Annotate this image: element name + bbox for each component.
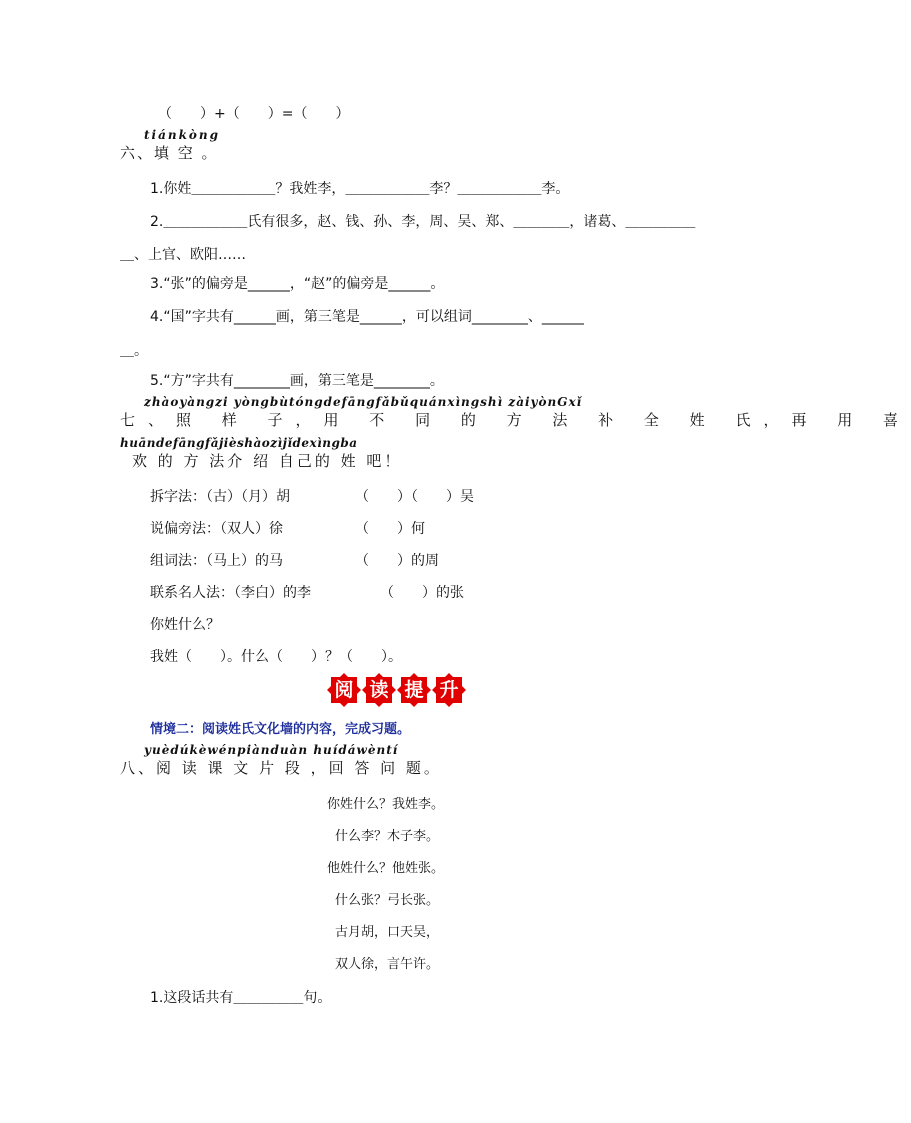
method-row-left: 组词法：（马上）的马: [150, 553, 283, 569]
section8-pinyin: yuèdúkèwénpiànduàn huídáwèntí: [144, 743, 399, 757]
section6-q2b: ＿、上官、欧阳……: [120, 247, 246, 263]
equation-line: （ ）+（ ）=（ ）: [158, 106, 350, 122]
section7-pinyin-2: huāndefāngfǎjièshàozìjǐdexìngba: [120, 436, 358, 450]
banner-char: 提: [404, 679, 424, 701]
section7-title-1: 七、照 样 子，用 不 同 的 方 法 补 全 姓 氏，再 用 喜: [120, 411, 911, 429]
section6-q2a: 2.＿＿＿＿＿＿氏有很多，赵、钱、孙、李，周、吴、郑、＿＿＿＿，诸葛、＿＿＿＿＿: [150, 214, 696, 230]
method-row-right: （ ）的张: [380, 585, 464, 601]
section6-q3: 3.“张”的偏旁是______，“赵”的偏旁是______。: [150, 276, 445, 292]
method-row-left: 说偏旁法：（双人）徐: [150, 521, 283, 537]
banner-char: 阅: [334, 679, 354, 701]
method-row-right: （ ）（ ）吴: [355, 489, 474, 505]
method-row-left: 拆字法：（古）（月）胡: [150, 489, 290, 505]
method-row-left: 联系名人法：（李白）的李: [150, 585, 311, 601]
method-row-right: （ ）的周: [355, 553, 439, 569]
section8-q1: 1.这段话共有＿＿＿＿＿句。: [150, 990, 332, 1006]
section6-q4b: ＿。: [120, 343, 148, 359]
banner-char: 升: [439, 679, 459, 701]
section6-title: 六、填 空 。: [120, 144, 219, 162]
method-row-right: （ ）何: [355, 521, 425, 537]
section6-pinyin: tiánkòng: [144, 128, 221, 142]
reading-banner: [328, 674, 465, 706]
scene-instruction: 情境二：阅读姓氏文化墙的内容，完成习题。: [150, 722, 411, 737]
poem-line: 什么张？弓长张。: [335, 893, 440, 908]
poem-line: 古月胡，口天吴，: [335, 925, 440, 940]
section8-title: 八、阅 读 课 文 片 段 ，回 答 问 题。: [120, 759, 442, 777]
poem-line: 他姓什么？他姓张。: [327, 861, 445, 876]
section6-q4a: 4.“国”字共有______画，第三笔是______，可以组词________、______: [150, 309, 584, 325]
poem-line: 什么李？木子李。: [335, 829, 440, 844]
section7-title-2: 欢 的 方 法介 绍 自己的 姓 吧！: [132, 452, 403, 470]
section7-pinyin-1: zhàoyàngzi yòngbùtóngdefāngfǎbǔquánxìngshì zàiyònGxǐ: [144, 395, 583, 409]
section6-q5: 5.“方”字共有________画，第三笔是________。: [150, 373, 444, 389]
ask-line: 你姓什么？: [150, 617, 220, 633]
banner-tile: [398, 674, 430, 706]
answer-line: 我姓（ ）。什么（ ）？（ ）。: [150, 649, 402, 665]
banner-tile: [328, 674, 360, 706]
banner-char: 读: [369, 679, 389, 701]
section6-q1: 1.你姓＿＿＿＿＿＿？我姓李，＿＿＿＿＿＿李？＿＿＿＿＿＿李。: [150, 181, 570, 197]
poem-line: 双人徐，言午许。: [335, 957, 440, 972]
banner-tile: [433, 674, 465, 706]
banner-tile: [363, 674, 395, 706]
poem-line: 你姓什么？我姓李。: [327, 797, 445, 812]
